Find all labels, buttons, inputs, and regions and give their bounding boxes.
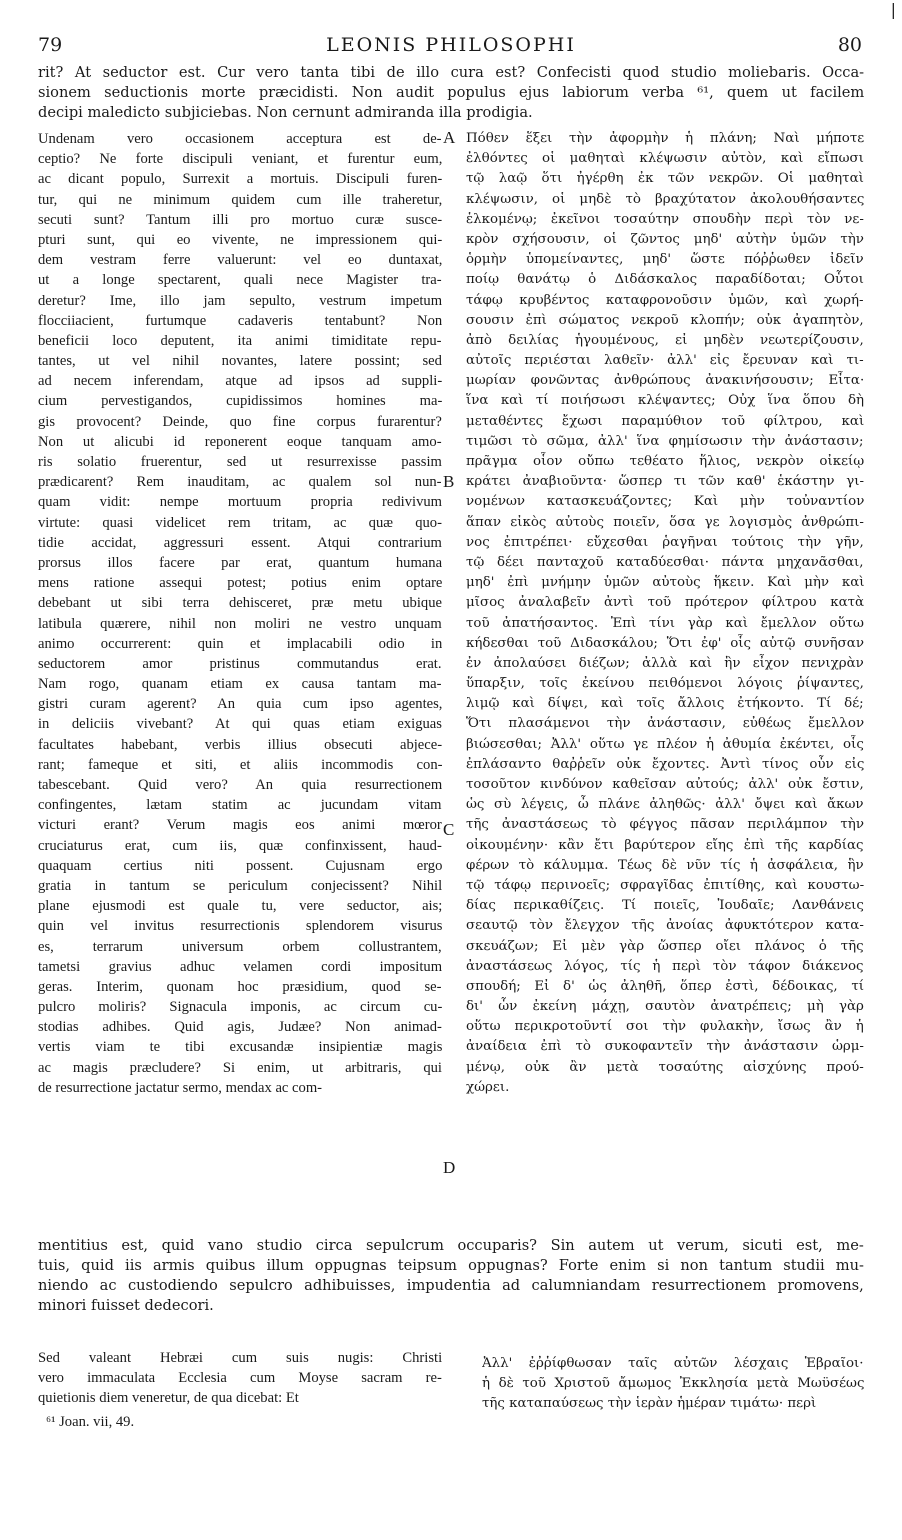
latin-line: vertis viam te tibi excusandæ insipientiæ magis [38,1039,442,1056]
greek-line: λιμῷ καὶ δίψει, καὶ τοῖς ἄλλοις ἐτήκοντο. Τί δέ; [466,696,864,712]
latin-line: beneficii loco deputent, ita animi timiditate repu- [38,332,442,349]
footnote [46,1412,450,1432]
latin-line: ac magis præcludere? Si enim, ut arbitraris, qui [38,1059,442,1076]
greek-line: Πόθεν ἕξει τὴν ἀφορμὴν ἡ πλάνη; Ναὶ μήποτε [466,131,864,146]
page-number-right: 80 [837,34,862,56]
latin-line: Undenam vero occasionem acceptura est de- [38,131,442,147]
greek-line: ἐλθόντες οἱ μαθηταὶ κλέψωσιν αὐτὸν, καὶ εἴπωσι [466,151,864,167]
latin-line: es, terrarum universum orbem collustrantem, [38,938,442,955]
greek-line: τῷ λαῷ ὅτι ἠγέρθη ἐκ τῶν νεκρῶν. Οἱ μαθηταὶ [466,171,864,187]
section-marker-b: B [443,472,455,491]
latin-line: facultates habebant, verbis illius obsecuti abjece- [38,736,442,753]
greek-line: χώρει. [466,1079,510,1095]
latin-line: Non ut alicubi id reponerent eoque tanquam amo- [38,433,442,450]
latin-line: tametsi gravius adhuc velamen cordi impositum [38,958,442,975]
latin-line: vero immaculata Ecclesia cum Moyse sacram re- [38,1370,442,1386]
greek-line: μηδ' ἐπὶ μνήμην ὑμῶν αὐτοὺς ἥκειν. Καὶ μὴν καὶ [466,575,864,591]
greek-line: τῆς καταπαύσεως τὴν ἱερὰν ἡμέραν τιμάτω· περὶ [482,1396,817,1411]
greek-line: φέρων τὸ κάλυμμα. Τέως δὲ νῦν τίς ἡ ἀσφάλεια, ἣν [466,857,864,873]
latin-line: seductorem amor pristinus commutandus erat. [38,655,442,672]
greek-line: ὡς σὺ λέγεις, ὦ πλάνε ἀληθῶς· ἀλλ' ὄψει καὶ ἄκων [466,797,864,813]
latin-line: ac dicant populo, Surrexit a mortuis. Discipuli furen- [38,171,442,188]
greek-line: δίας περικαθίζεις. Τί ποιεῖς, Ἰουδαῖε; Λανθάνεις [466,898,864,914]
greek-line: μεταθέντες ἔχωσι παραμύθιον τοῦ φίλτρου, καὶ [466,413,864,429]
greek-line: νος ἐπιτρέπει· εὔχεσθαι ῥαγῆναι τούτοις τὴν γῆν, [466,534,864,550]
greek-line: δι' ὧν ἐκείνη μάχῃ, σαυτὸν ἀνατρέπεις; μὴ γὰρ [466,999,864,1015]
latin-line: Nam rogo, quanam etiam ex causa tantam ma- [38,676,442,693]
latin-column [38,129,442,1098]
greek-line: σεαυτῷ τὸν ἔλεγχον τῆς ἀνοίας ἀφυκτότερον κατα- [466,918,864,934]
greek-line: ἡ δὲ τοῦ Χριστοῦ ἄμωμος Ἐκκλησία μετὰ Μωϋσέως [482,1376,864,1391]
greek-line: βιώσεσθαι; Ἀλλ' οὕτω γε πλέον ἡ ἀθυμία ἐκέντει, οἷς [466,736,864,752]
text-line: sionem seductionis morte præcidisti. Non audit populus ejus labiorum verba ⁶¹, quem ut facilem [38,84,864,101]
greek-line: μένῳ, οὐκ ἂν μετὰ τοσαύτης αἰσχύνης πρού- [466,1059,864,1075]
latin-line: dem vestram ferre valuerunt: vel eo duntaxat, [38,252,442,269]
greek-line: ἵνα καὶ τί ποιήσωσι κλέψαντες; Οὐχ ἵνα ὅπου δὴ [466,393,864,409]
latin-line: quaquam certius niti possent. Cujusnam ergo [38,857,442,874]
latin-line: plane ejusmodi est quale tu, vere seductor, ais; [38,898,442,915]
latin-line: cium pervestigandos, cupidissimos homines ma- [38,393,442,410]
bottom-full-width-text [38,1236,864,1316]
greek-line: πρᾶγμα οἷον οὔπω τεθέατο ἥλιος, νεκρὸν οἰκείῳ [466,454,864,469]
latin-line: ad necem inferendam, atque ad ipsos ad suppli- [38,373,442,390]
section-marker-c: C [443,820,455,839]
latin-line: geras. Interim, quonam hoc præsidium, quod se- [38,978,442,995]
latin-line: ceptio? Ne forte discipuli veniant, et furentur eum, [38,151,442,168]
text-line: mentitius est, quid vano studio circa sepulcrum occuparis? Sin autem ut verum, sicuti est, me- [38,1237,864,1254]
greek-line: κλέψωσιν, οἱ μηδὲ τὸ βραχύτατον ἀκολουθήσαντες [466,191,864,207]
top-full-width-text [38,63,864,123]
latin-line: pulcro moliris? Signacula imponis, ac circum cu- [38,999,442,1016]
text-line: niendo ac custodiendo sepulcro adhibuisses, impudentia ad calumniandam resurrectionem promovens, [38,1277,864,1294]
latin-line: rant; fameque et siti, et aliis incommodis con- [38,756,442,773]
latin-line: ut a longe spectarent, quali nece Magister tra- [38,272,442,289]
latin-line: gistri curam agerent? An quia cum ipso agentes, [38,696,442,713]
greek-line: νομένων κατασκευάζοντες; Καὶ μὴν τοὐναντίον [466,494,864,510]
section-marker-d: D [443,1158,456,1177]
latin-line: secuti sunt? Tantum illi pro mortuo curæ susce- [38,211,442,228]
latin-line: animo occurrerent: quin et implacabili odio in [38,635,442,652]
running-title: LEONIS PHILOSOPHI [326,34,576,56]
greek-line: σπουδή; Εἰ δ' ὡς ἀληθῆ, ὅπερ ἐστὶ, δέδοικας, τί [466,978,864,994]
latin-line: deretur? Ime, illo jam sepulto, vestrum impetum [38,292,442,309]
closing-greek-paragraph [482,1354,864,1414]
greek-line: σκευάζων; Εἰ μὲν γὰρ ὥσπερ οἴει πλάνος ὁ τῆς [466,938,864,954]
greek-line: ἀναστάσεως λόγος, τίς ἡ περὶ τὸν τάφον διάκενος [466,958,864,974]
text-line: rit? At seductor est. Cur vero tanta tibi de illo cura est? Confecisti quod studio moliebaris. Occa- [38,64,864,81]
greek-line: τῆς ἀναστάσεως τὸ φέγγος πᾶσαν περιλάμπον τὴν [466,817,864,833]
greek-line: τῷ δέει πανταχοῦ καταδύεσθαι· πάντα μηχανᾶσθαι, [466,554,864,570]
corner-mark: | [890,0,896,19]
greek-line: ποίῳ θανάτῳ ὁ Διδάσκαλος παραδίδοται; Οὗτοι [466,272,864,288]
latin-line: prorsus illos facere par erat, quantum humana [38,554,442,571]
greek-line: μωρίαν φονῶντας ἀνθρώπους ἀνακινήσουσιν; Εἶτα· [466,373,864,389]
greek-line: ἅπαν εἰκὸς αὐτοὺς ποιεῖν, ὅσα γε λογισμὸς ἀνθρώπι- [466,514,864,530]
latin-line: de resurrectione jactatur sermo, mendax ac com- [38,1079,323,1096]
latin-line: pturi sunt, qui eo vivente, ne impressionem qui- [38,231,442,248]
greek-line: ἀναίδεια ἐπὶ τὸ συκοφαντεῖν τὴν ἀνάστασιν ὡρμ- [466,1039,864,1055]
latin-line: Sed valeant Hebræi cum suis nugis: Christi [38,1350,442,1366]
page-number-left: 79 [38,34,63,56]
footnote-text: ⁶¹ Joan. vii, 49. [46,1414,135,1430]
greek-line: Ἀλλ' ἐῤῥίφθωσαν ταῖς αὐτῶν λέσχαις Ἑβραῖοι· [482,1356,864,1371]
greek-line: ἀπὸ δειλίας ἡγουμένους, εἰ μηδὲν νεωτερίζουσιν, [466,332,864,348]
latin-line: quin vel invitus resurrectionis splendorem visurus [38,918,442,935]
latin-line: cruciaturus erat, cum iis, quæ confinxissent, haud- [38,837,442,854]
latin-line: quam vidit: nempe mortuum propria redivivum [38,494,442,511]
greek-line: Ὅτι πλασάμενοι τὴν ἀνάστασιν, εὐθέως ἔμελλον [466,716,864,732]
latin-line: tidie accidat, aggressuri essent. Atqui contrarium [38,534,442,551]
latin-line: debebant ut sibi terra dehisceret, præ metu ubique [38,595,442,612]
greek-line: οὕτω περικροτοῦντί σοι τὴν φυλακὴν, ἴσως ἂν ἡ [466,1019,864,1035]
latin-line: victuri erant? Verum magis eos animi mœror [38,817,442,834]
greek-line: μῖσος ἀναλαβεῖν ἀντὶ τοῦ πρότερον φίλτρου κατὰ [466,595,864,611]
latin-line: mens ratione assequi potest; potius enim optare [38,575,442,592]
greek-line: κρὸν σχήσουσιν, οἱ ζῶντος μηδ' αὐτὴν ὑμῶν τὴν [466,231,864,247]
latin-line: tur, qui ne minimum quidem cum ille traheretur, [38,191,442,208]
section-marker-a: A [443,128,456,147]
text-line: decipi maledicto subjiciebas. Non cernunt admiranda illa prodigia. [38,104,533,121]
latin-line: tantes, ut vel nihil novantes, latere possint; sed [38,353,442,370]
greek-line: αὐτοῖς περιέσται λαθεῖν· ἀλλ' εἰς ἔρευναν καὶ τι- [466,353,864,369]
greek-line: κράτει ἀναβιοῦντα· ὥσπερ τι τῶν καθ' ἑκάστην γι- [466,474,864,490]
greek-line: ἐπλάσαντο θαῤῥεῖν οὐκ ἔχοντες. Ἀντὶ τίνος οὖν εἰς [466,756,864,772]
latin-line: prædicarent? Rem inauditam, ac qualem sol nun- [38,474,442,491]
latin-line: ris solatio fruerentur, sed ut resurrexisse passim [38,454,442,470]
greek-line: τιμῶσι τὸ σῶμα, ἀλλ' ἵνα φημίσωσιν τὴν ἀνάστασιν; [466,433,864,449]
greek-line: οἰκουμένην· κἂν ἔτι βαρύτερον εἴης ἐπὶ τῆς καρδίας [466,837,864,853]
latin-line: latibula quærere, nihil non moliri ne vestro unquam [38,615,442,632]
latin-line: virtute: quasi videlicet rem tritam, ac quæ quo- [38,514,442,531]
latin-line: gratia in tantum se periculum conjecissent? Nihil [38,877,442,894]
greek-line: ὕπαρξιν, τοῖς ἐκείνου πειθόμενοι λόγοις ῥίψαντες, [466,676,864,692]
greek-line: ὁρμὴν ὑπομείναντες, μηδ' ὥστε πόῤῥωθεν ἰδεῖν [466,252,864,268]
latin-line: confingentes, lætam statim ac jucundam vitam [38,797,442,814]
latin-line: in deliciis vivebant? At qui quas etiam exiguas [38,716,442,733]
greek-line: σουσιν ἐπὶ σώματος νεκροῦ κλοπήν; οὐκ ἀγαπητὸν, [466,312,864,328]
greek-line: τάφῳ κρυβέντος καταφρονοῦσιν ὑμῶν, καὶ χωρή- [466,292,864,308]
text-line: tuis, quid iis armis quibus illum oppugnas teipsum oppugnas? Forte enim si non tantum studii mu- [38,1257,864,1274]
greek-line: τοσοῦτον κινδύνον καθεῖσαν αὐτούς; ἀλλ' οὐκ ἔστιν, [466,777,864,792]
latin-line: flocciiacient, furtumque cadaveris tentabunt? Non [38,312,442,329]
text-line: minori fuisset dedecori. [38,1297,214,1314]
greek-line: τοῦ ἀπατήσαντος. Ἐπὶ τίνι γὰρ καὶ ἔμελλον οὕτω [466,615,864,631]
latin-line: tabescebant. Quid vero? An quia resurrectionem [38,777,442,793]
closing-latin-paragraph [38,1348,442,1408]
greek-line: ἑλκομένῳ; ἐκεῖνοι τοσαύτην σπουδὴν περὶ τὸν νε- [466,211,864,227]
latin-line: gis provocent? Deinde, quo fine corpus furarentur? [38,413,442,430]
greek-line: τῷ τάφῳ περινοεῖς; σφραγῖδας ἐπιτίθης, καὶ κουστω- [466,877,864,893]
greek-line: κήδεσθαι τοῦ Διδασκάλου; Ὅτι ἐφ' οἷς αὐτῷ συνῆσαν [466,635,864,651]
greek-line: ἐν ἀπολαύσει διέζων; ἀλλὰ καὶ ἣν εἶχον πενιχρὰν [466,655,864,671]
latin-line: quietionis diem veneretur, de qua dicebat: Et [38,1390,299,1406]
greek-column [466,129,864,1098]
latin-line: stodias adhibes. Quid agis, Judæe? Non animad- [38,1019,442,1036]
